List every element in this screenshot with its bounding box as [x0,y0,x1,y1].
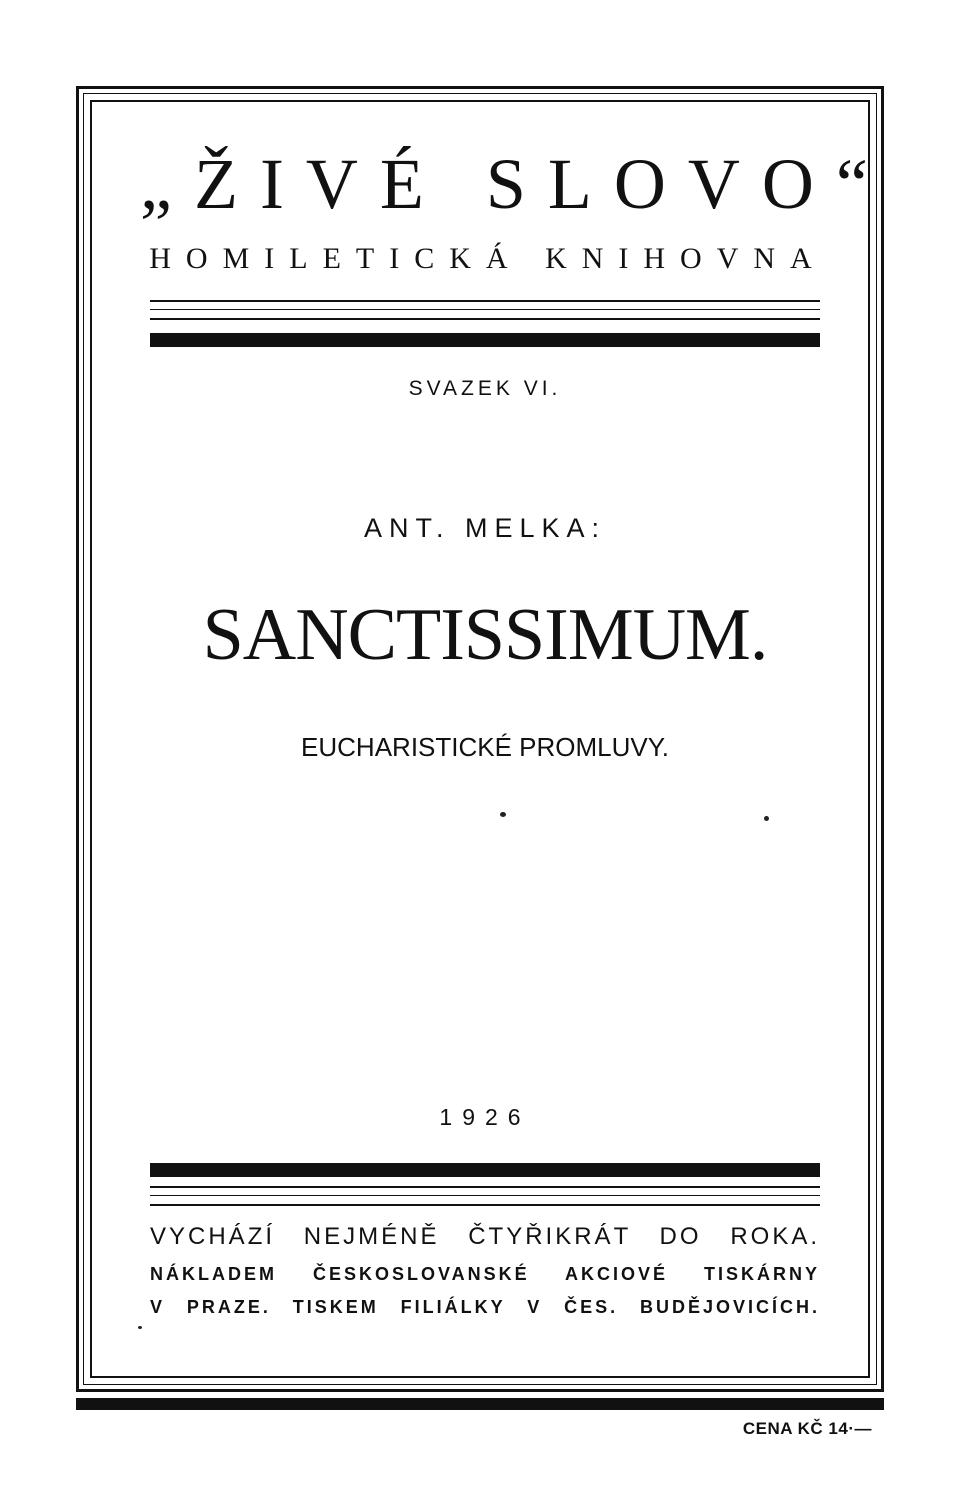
upper-rule-thin-3 [150,318,820,320]
bottom-bar [76,1398,884,1410]
upper-rule-thin-1 [150,300,820,302]
lower-rule-thick [150,1163,820,1177]
lower-rule-thin-2 [150,1195,820,1196]
lower-rule-thin-3 [150,1204,820,1206]
publisher-printer: V PRAZE. TISKEM FILIÁLKY V ČES. BUDĚJOVICÍCH. [150,1297,820,1317]
upper-rule-thin-2 [150,309,820,310]
print-speck [500,812,506,817]
upper-rule-thick [150,333,820,347]
book-subtitle: EUCHARISTICKÉ PROMLUVY. [301,732,669,762]
publication-year: 1926 [439,1104,531,1130]
price-label: CENA KČ 14·— [742,1419,872,1438]
author-name: ANT. MELKA: [363,513,607,543]
lower-rule-thin-1 [150,1186,820,1188]
print-speck [764,816,769,821]
series-subtitle: HOMILETICKÁ KNIHOVNA [149,242,827,275]
series-title: „ŽIVÉ SLOVO“ [140,144,890,224]
print-speck [138,1326,142,1329]
publisher-imprint: NÁKLADEM ČESKOSLOVANSKÉ AKCIOVÉ TISKÁRNY [150,1264,820,1284]
volume-label: SVAZEK VI. [408,377,562,400]
publisher-frequency: VYCHÁZÍ NEJMÉNĚ ČTYŘIKRÁT DO ROKA. [150,1223,820,1250]
book-title: SANCTISSIMUM. [202,594,768,676]
